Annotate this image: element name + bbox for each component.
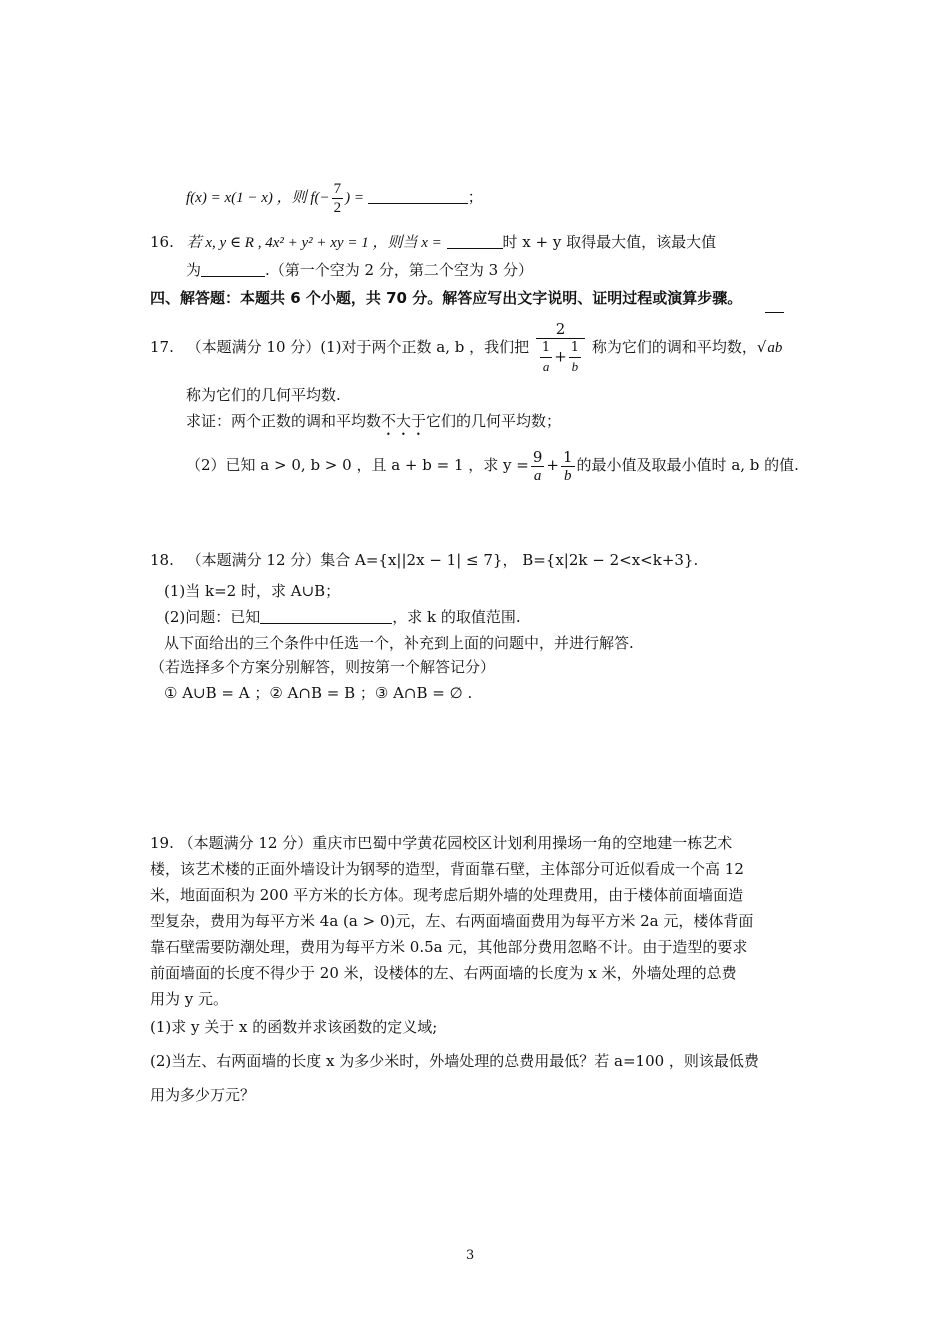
q17-sqrt: √ab (757, 338, 785, 356)
q17-text-a: （本题满分 10 分）(1)对于两个正数 a, b ，我们把 (186, 338, 530, 356)
q17-line-2: 称为它们的几何平均数. (186, 386, 341, 404)
q15-expression: f(x) = x(1 − x) ，则 f(− (186, 189, 330, 206)
q19-line-4: 型复杂，费用为每平方米 4a (a > 0)元，左、右两面墙面费用为每平方米 2a 元，楼体背面 (150, 912, 754, 930)
q16-text-2: 时 x + y 取得最大值，该最大值 (502, 233, 717, 251)
q17-frac-9a (531, 448, 545, 485)
q16-text-4: .（第一个空为 2 分，第二个空为 3 分） (265, 261, 533, 279)
q17-frac-9a-num: 9 (532, 447, 543, 466)
q19-line-1: 19. （本题满分 12 分）重庆市巴蜀中学黄花园校区计划利用操场一角的空地建一栋艺术 (150, 834, 733, 852)
q15-tail: ) = (345, 189, 365, 206)
q18-line-2: (1)当 k=2 时，求 A∪B； (164, 582, 341, 600)
q15-end: ； (467, 189, 483, 206)
q17-line-3a: 求证：两个正数的调和平均数 (186, 412, 382, 430)
q17-number: 17. (150, 338, 174, 356)
q17-hf-1b (569, 339, 581, 376)
q17-frac-1b (561, 448, 575, 485)
q18-number: 18. (150, 551, 174, 569)
q17-hf-1a (540, 339, 552, 376)
q17-emphasis: 不大于 (381, 412, 427, 430)
q18-line-3a: (2)问题：已知 (164, 608, 261, 626)
q16-number: 16. (150, 233, 174, 251)
q17-sqrt-radicand: ab (765, 312, 784, 383)
q15-line (186, 180, 483, 217)
q17-hf-1a-num: 1 (541, 340, 551, 355)
q18-line-3 (164, 606, 521, 628)
q15-answer-blank (368, 189, 468, 204)
q17-plus: + (546, 456, 559, 474)
q18-condition-blank (260, 609, 392, 624)
q15-fraction (332, 180, 344, 217)
q16-blank-2 (201, 262, 265, 277)
q17-frac-1b-den: b (561, 466, 575, 485)
q17-hf-bottom (536, 338, 585, 376)
q17-line-4a: （2）已知 a > 0, b > 0 ，且 a + b = 1 ，求 y = (186, 456, 529, 474)
q19-line-5: 靠石壁需要防潮处理，费用为每平方米 0.5a 元，其他部分费用忽略不计。由于造型的要求 (150, 938, 748, 956)
q18-line-6: ① A∪B = A ；② A∩B = B ；③ A∩B = ∅ . (164, 684, 473, 702)
q16-text-1: 若 x, y ∈ R , 4x² + y² + xy = 1 ，则当 x = (186, 235, 442, 251)
q17-frac-1b-num: 1 (563, 447, 573, 466)
q15-frac-den: 2 (333, 200, 342, 216)
q17-line-4 (186, 440, 799, 490)
q17-line-1 (150, 312, 784, 383)
q19-line-3: 米，地面面积为 200 平方米的长方体。现考虑后期外墙的处理费用，由于楼体前面墙面造 (150, 886, 744, 904)
q17-line-4b: 的最小值及取最小值时 a, b 的值. (576, 456, 799, 474)
q18-line-4: 从下面给出的三个条件中任选一个，补充到上面的问题中，并进行解答. (164, 634, 634, 652)
page-number: 3 (466, 1248, 475, 1263)
q17-hf-1b-num: 1 (570, 340, 580, 355)
q18-line-1 (150, 549, 698, 571)
q17-hf-1b-den: b (569, 357, 581, 376)
q17-hf-1a-den: a (540, 357, 552, 376)
q16-blank-1 (447, 234, 503, 249)
q17-frac-9a-den: a (531, 466, 545, 485)
q19-line-10: 用为多少万元？ (150, 1086, 256, 1104)
q18-header: （本题满分 12 分）集合 A={x||2x − 1| ≤ 7}， B={x|2k − 2<x<k+3}. (186, 551, 699, 569)
q17-hf-top: 2 (555, 320, 566, 338)
q19-line-7: 用为 y 元。 (150, 990, 229, 1008)
q18-line-3b: ，求 k 的取值范围. (392, 608, 521, 626)
q17-line-3b: 它们的几何平均数； (426, 412, 562, 430)
q16-line-1 (150, 231, 716, 254)
q17-harmonic-fraction (536, 320, 585, 376)
q17-text-b: 称为它们的调和平均数， (591, 338, 757, 356)
q16-line-2 (186, 259, 533, 281)
q19-line-2: 楼，该艺术楼的正面外墙设计为钢琴的造型，背面靠石壁，主体部分可近似看成一个高 12 (150, 860, 744, 878)
q19-line-8: (1)求 y 关于 x 的函数并求该函数的定义域; (150, 1018, 438, 1036)
section-4-heading: 四、解答题：本题共 6 个小题，共 70 分。解答应写出文字说明、证明过程或演算步骤。 (150, 289, 743, 307)
q16-text-3: 为 (186, 261, 202, 279)
q19-line-9: (2)当左、右两面墙的长度 x 为多少米时，外墙处理的总费用最低？若 a=100 ，则该最低费 (150, 1052, 759, 1070)
q18-line-5: （若选择多个方案分别解答，则按第一个解答记分） (150, 658, 496, 676)
q15-frac-num: 7 (333, 181, 342, 197)
q19-line-6: 前面墙面的长度不得少于 20 米，设楼体的左、右两面墙的长度为 x 米，外墙处理的总费 (150, 964, 737, 982)
q17-hf-plus: + (554, 347, 567, 366)
q17-line-3 (186, 410, 561, 439)
